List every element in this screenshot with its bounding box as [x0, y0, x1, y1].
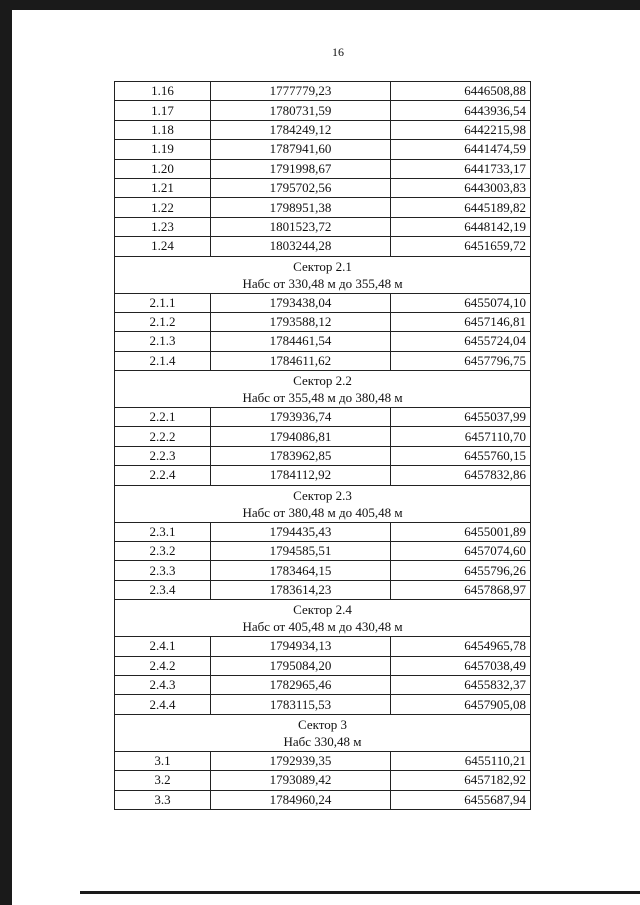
x-coordinate-cell: 1793089,42: [211, 771, 391, 790]
table-row: [115, 751, 531, 770]
table-row: [115, 101, 531, 120]
y-coordinate-cell: 6455074,10: [391, 293, 531, 312]
sector-name: Сектор 2.3: [293, 487, 352, 503]
y-coordinate-cell: 6455832,37: [391, 675, 531, 694]
x-coordinate-cell: 1793936,74: [211, 408, 391, 427]
x-coordinate-cell: 1784960,24: [211, 790, 391, 809]
y-coordinate-cell: 6457905,08: [391, 695, 531, 714]
sector-header-row: [115, 256, 531, 293]
y-coordinate-cell: 6455001,89: [391, 522, 531, 541]
point-number-cell: 2.3.3: [115, 561, 211, 580]
point-number-cell: 1.24: [115, 237, 211, 256]
x-coordinate-cell: 1794086,81: [211, 427, 391, 446]
x-coordinate-cell: 1793588,12: [211, 312, 391, 331]
point-number-cell: 2.1.1: [115, 293, 211, 312]
sector-header-row: [115, 714, 531, 751]
point-number-cell: 2.4.1: [115, 637, 211, 656]
x-coordinate-cell: 1782965,46: [211, 675, 391, 694]
table-row: [115, 312, 531, 331]
table-row: [115, 637, 531, 656]
x-coordinate-cell: 1794585,51: [211, 542, 391, 561]
table-row: [115, 427, 531, 446]
y-coordinate-cell: 6441733,17: [391, 159, 531, 178]
table-row: [115, 790, 531, 809]
y-coordinate-cell: 6443936,54: [391, 101, 531, 120]
sector-header: [115, 371, 531, 408]
table-row: [115, 561, 531, 580]
point-number-cell: 2.2.4: [115, 466, 211, 485]
table-row: [115, 695, 531, 714]
point-number-cell: 1.21: [115, 178, 211, 197]
x-coordinate-cell: 1784112,92: [211, 466, 391, 485]
x-coordinate-cell: 1793438,04: [211, 293, 391, 312]
y-coordinate-cell: 6451659,72: [391, 237, 531, 256]
sector-height-range: Набс 330,48 м: [283, 733, 362, 749]
y-coordinate-cell: 6454965,78: [391, 637, 531, 656]
table-row: [115, 771, 531, 790]
y-coordinate-cell: 6457832,86: [391, 466, 531, 485]
table-row: [115, 656, 531, 675]
table-row: [115, 466, 531, 485]
y-coordinate-cell: 6442215,98: [391, 120, 531, 139]
y-coordinate-cell: 6445189,82: [391, 198, 531, 217]
point-number-cell: 2.2.3: [115, 446, 211, 465]
x-coordinate-cell: 1784461,54: [211, 332, 391, 351]
table-row: [115, 580, 531, 599]
point-number-cell: 2.4.4: [115, 695, 211, 714]
point-number-cell: 2.1.4: [115, 351, 211, 370]
table-row: [115, 351, 531, 370]
y-coordinate-cell: 6443003,83: [391, 178, 531, 197]
point-number-cell: 2.2.1: [115, 408, 211, 427]
sector-header: [115, 256, 531, 293]
y-coordinate-cell: 6457110,70: [391, 427, 531, 446]
point-number-cell: 1.20: [115, 159, 211, 178]
y-coordinate-cell: 6446508,88: [391, 82, 531, 101]
sector-name: Сектор 2.4: [293, 602, 352, 618]
point-number-cell: 2.4.2: [115, 656, 211, 675]
table-row: [115, 178, 531, 197]
point-number-cell: 1.19: [115, 140, 211, 159]
y-coordinate-cell: 6457182,92: [391, 771, 531, 790]
table-row: [115, 120, 531, 139]
table-row: [115, 522, 531, 541]
y-coordinate-cell: 6457146,81: [391, 312, 531, 331]
sector-header: [115, 485, 531, 522]
sector-height-range: Набс от 330,48 м до 355,48 м: [242, 275, 403, 291]
y-coordinate-cell: 6441474,59: [391, 140, 531, 159]
table-row: [115, 408, 531, 427]
scan-edge-bottom: [80, 891, 640, 894]
y-coordinate-cell: 6457038,49: [391, 656, 531, 675]
x-coordinate-cell: 1798951,38: [211, 198, 391, 217]
table-row: [115, 446, 531, 465]
x-coordinate-cell: 1783614,23: [211, 580, 391, 599]
x-coordinate-cell: 1795084,20: [211, 656, 391, 675]
table-row: [115, 140, 531, 159]
x-coordinate-cell: 1794934,13: [211, 637, 391, 656]
table-row: [115, 675, 531, 694]
y-coordinate-cell: 6455037,99: [391, 408, 531, 427]
sector-name: Сектор 2.1: [293, 258, 352, 274]
sector-header-row: [115, 371, 531, 408]
point-number-cell: 3.1: [115, 751, 211, 770]
table-row: [115, 159, 531, 178]
point-number-cell: 2.2.2: [115, 427, 211, 446]
point-number-cell: 1.22: [115, 198, 211, 217]
point-number-cell: 2.4.3: [115, 675, 211, 694]
page-number: 16: [332, 45, 344, 59]
x-coordinate-cell: 1787941,60: [211, 140, 391, 159]
coordinates-table: [114, 81, 531, 810]
sector-header-row: [115, 600, 531, 637]
x-coordinate-cell: 1777779,23: [211, 82, 391, 101]
y-coordinate-cell: 6457868,97: [391, 580, 531, 599]
y-coordinate-cell: 6455110,21: [391, 751, 531, 770]
point-number-cell: 1.23: [115, 217, 211, 236]
x-coordinate-cell: 1784611,62: [211, 351, 391, 370]
sector-name: Сектор 2.2: [293, 373, 352, 389]
x-coordinate-cell: 1794435,43: [211, 522, 391, 541]
point-number-cell: 2.1.3: [115, 332, 211, 351]
sector-name: Сектор 3: [297, 716, 347, 732]
x-coordinate-cell: 1791998,67: [211, 159, 391, 178]
point-number-cell: 2.1.2: [115, 312, 211, 331]
point-number-cell: 2.3.1: [115, 522, 211, 541]
table-row: [115, 217, 531, 236]
point-number-cell: 1.17: [115, 101, 211, 120]
sector-header-row: [115, 485, 531, 522]
x-coordinate-cell: 1801523,72: [211, 217, 391, 236]
y-coordinate-cell: 6457074,60: [391, 542, 531, 561]
table-row: [115, 198, 531, 217]
x-coordinate-cell: 1780731,59: [211, 101, 391, 120]
y-coordinate-cell: 6455724,04: [391, 332, 531, 351]
x-coordinate-cell: 1792939,35: [211, 751, 391, 770]
point-number-cell: 3.3: [115, 790, 211, 809]
point-number-cell: 3.2: [115, 771, 211, 790]
sector-height-range: Набс от 405,48 м до 430,48 м: [242, 619, 403, 635]
table-row: [115, 237, 531, 256]
y-coordinate-cell: 6455760,15: [391, 446, 531, 465]
x-coordinate-cell: 1795702,56: [211, 178, 391, 197]
point-number-cell: 2.3.2: [115, 542, 211, 561]
x-coordinate-cell: 1783115,53: [211, 695, 391, 714]
y-coordinate-cell: 6457796,75: [391, 351, 531, 370]
x-coordinate-cell: 1784249,12: [211, 120, 391, 139]
point-number-cell: 1.16: [115, 82, 211, 101]
y-coordinate-cell: 6448142,19: [391, 217, 531, 236]
table-row: [115, 332, 531, 351]
coordinates-table-body: [115, 82, 531, 810]
scan-edge-top: [0, 0, 640, 10]
scan-edge-left: [0, 0, 12, 905]
table-row: [115, 542, 531, 561]
sector-header: [115, 714, 531, 751]
sector-height-range: Набс от 380,48 м до 405,48 м: [242, 504, 403, 520]
x-coordinate-cell: 1783464,15: [211, 561, 391, 580]
table-row: [115, 82, 531, 101]
sector-height-range: Набс от 355,48 м до 380,48 м: [242, 390, 403, 406]
sector-header: [115, 600, 531, 637]
x-coordinate-cell: 1783962,85: [211, 446, 391, 465]
y-coordinate-cell: 6455796,26: [391, 561, 531, 580]
x-coordinate-cell: 1803244,28: [211, 237, 391, 256]
table-row: [115, 293, 531, 312]
y-coordinate-cell: 6455687,94: [391, 790, 531, 809]
point-number-cell: 1.18: [115, 120, 211, 139]
point-number-cell: 2.3.4: [115, 580, 211, 599]
